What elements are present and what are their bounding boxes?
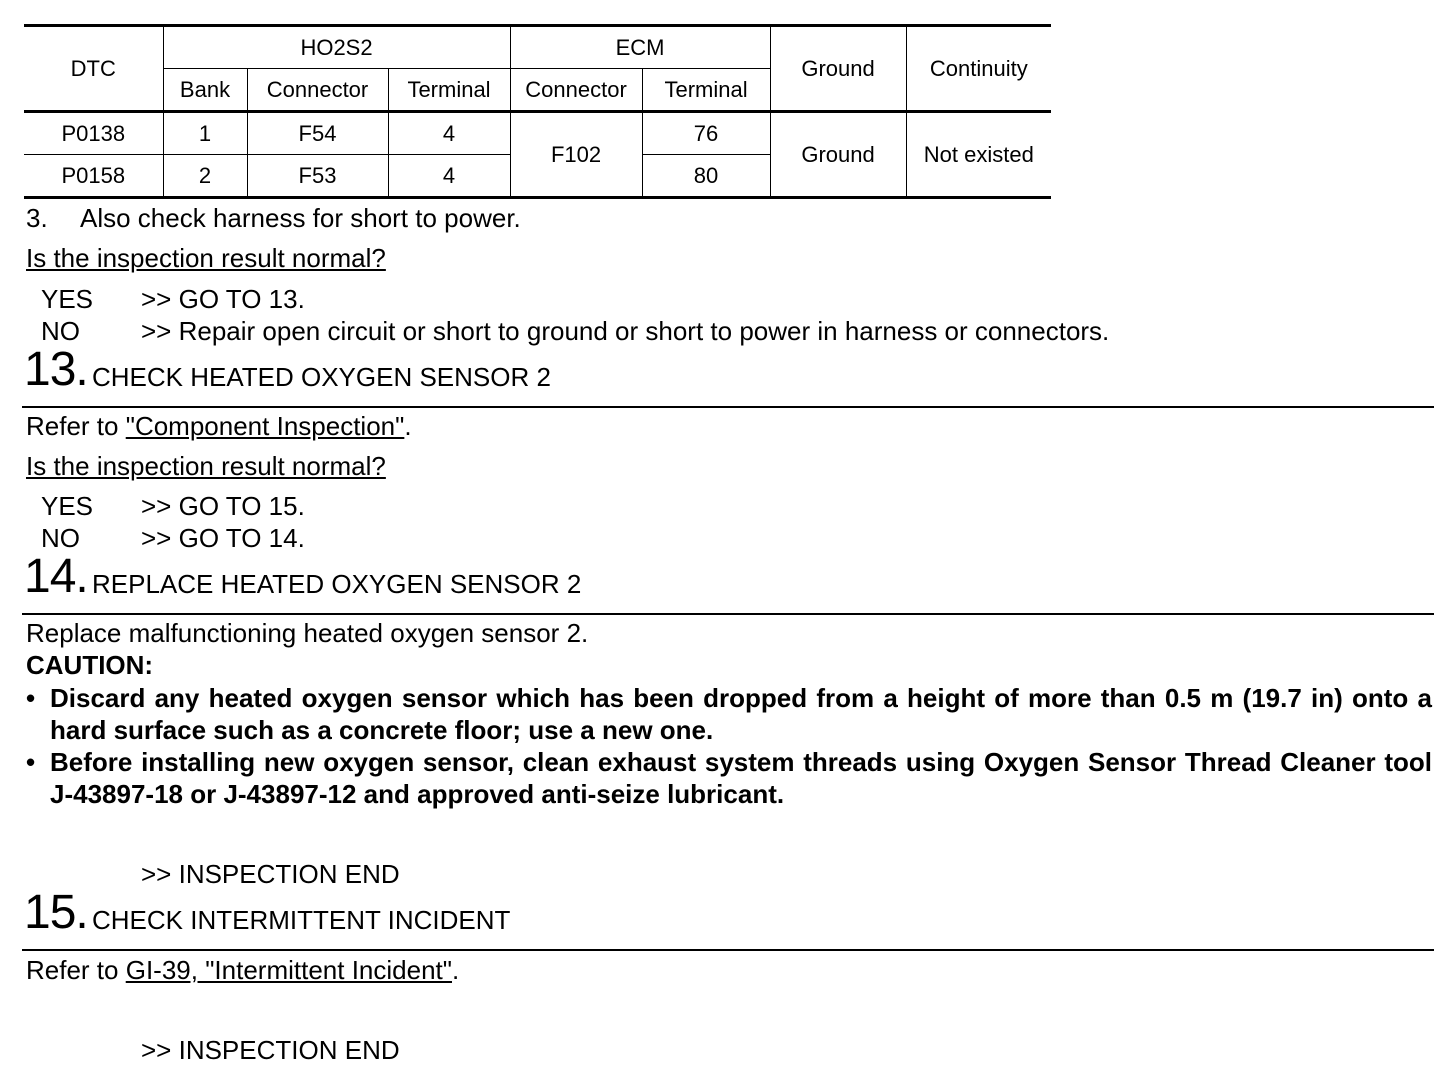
step-13-refer [26,411,412,441]
component-inspection-link[interactable]: "Component Inspection" [125,411,405,441]
cell-ground: Ground [770,112,906,198]
step-14-title: REPLACE HEATED OXYGEN SENSOR 2 [92,569,582,599]
header-bank: Bank [163,69,247,112]
cell-ecm-terminal: 80 [642,155,770,198]
step-14-divider [22,613,1434,615]
header-ho2s2-terminal: Terminal [388,69,510,112]
header-dtc: DTC [24,26,163,112]
no-action: >> Repair open circuit or short to ground or short to power in harness or connectors. [141,316,1110,346]
bullet-dot: • [26,683,36,713]
caution-bullet-1 [26,682,1432,746]
cell-terminal: 4 [388,112,510,155]
header-ho2s2: HO2S2 [163,26,510,69]
step-13-number: 13. [24,343,88,396]
no-label: NO [41,316,80,346]
cell-bank: 2 [163,155,247,198]
step-13-title: CHECK HEATED OXYGEN SENSOR 2 [92,362,551,392]
header-ecm-connector: Connector [510,69,642,112]
bullet-dot: • [26,747,36,777]
continuity-table [24,24,1051,199]
step-15-refer [26,955,459,985]
step-14-body: Replace malfunctioning heated oxygen sensor 2. [26,618,589,648]
step-14-number: 14. [24,550,88,603]
cell-connector: F53 [247,155,388,198]
caution-heading: CAUTION: [26,650,154,680]
header-ho2s2-connector: Connector [247,69,388,112]
yes-action: >> GO TO 15. [141,491,305,521]
cell-continuity: Not existed [906,112,1051,198]
inspection-end: >> INSPECTION END [141,859,400,889]
inspection-end: >> INSPECTION END [141,1035,400,1065]
caution-bullet-text: Discard any heated oxygen sensor which has been dropped from a height of more than 0.5 m (19.7 in) onto a hard surface such as a concrete floor; use a new one. [50,683,1432,745]
header-continuity: Continuity [906,26,1051,112]
step-15-title: CHECK INTERMITTENT INCIDENT [92,905,511,935]
cell-ecm-connector: F102 [510,112,642,198]
header-ground: Ground [770,26,906,112]
yes-action: >> GO TO 13. [141,284,305,314]
no-action: >> GO TO 14. [141,523,305,553]
cell-dtc: P0138 [24,112,163,155]
intermittent-incident-link[interactable]: GI-39, "Intermittent Incident" [125,955,452,985]
step-15-divider [22,949,1434,951]
no-label: NO [41,523,80,553]
cell-connector: F54 [247,112,388,155]
inspection-question: Is the inspection result normal? [26,451,386,481]
refer-suffix: . [404,411,412,441]
step-15-number: 15. [24,886,88,939]
refer-prefix: Refer to [26,411,126,441]
refer-suffix: . [452,955,460,985]
refer-prefix: Refer to [26,955,126,985]
yes-label: YES [41,491,94,521]
caution-bullet-2 [26,746,1432,810]
header-ecm-terminal: Terminal [642,69,770,112]
inspection-question: Is the inspection result normal? [26,243,386,273]
caution-bullet-text: Before installing new oxygen sensor, clean exhaust system threads using Oxygen Sensor Thread Cleaner tool J-43897-18 or J-43897-12 and approved anti-seize lubricant. [50,747,1432,809]
step-13-divider [22,406,1434,408]
item-3-number: 3. [26,203,48,233]
cell-ecm-terminal: 76 [642,112,770,155]
item-3-text: Also check harness for short to power. [80,203,521,233]
cell-bank: 1 [163,112,247,155]
header-ecm: ECM [510,26,770,69]
yes-label: YES [41,284,94,314]
cell-dtc: P0158 [24,155,163,198]
table-row [24,112,1051,155]
cell-terminal: 4 [388,155,510,198]
